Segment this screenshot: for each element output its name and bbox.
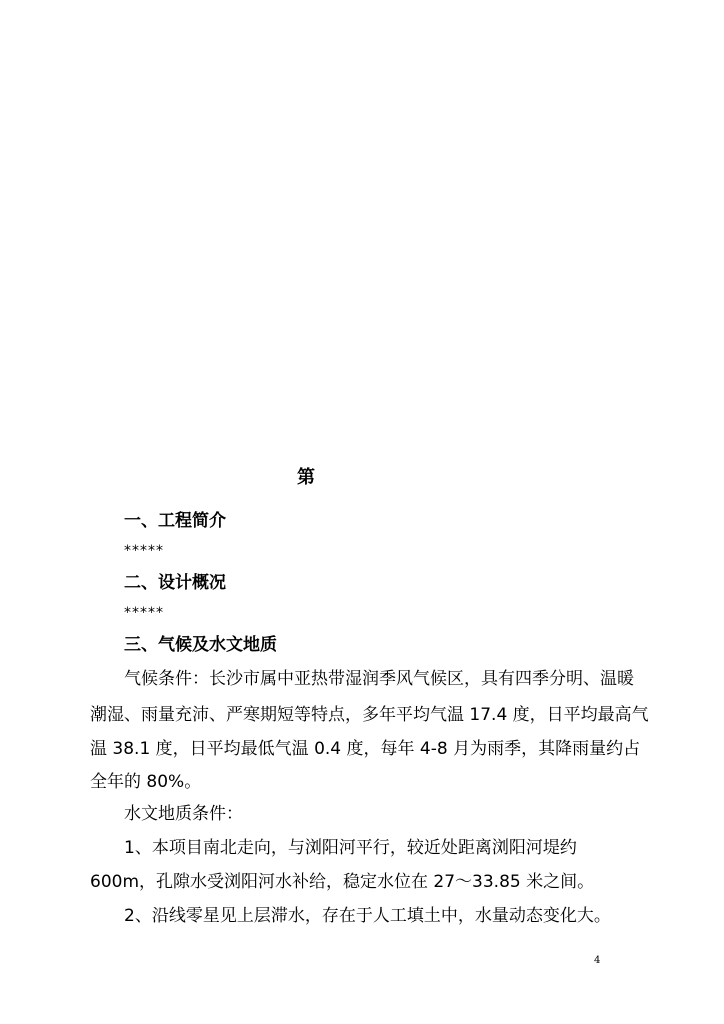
section-heading-project-intro: 一、工程简介 xyxy=(124,511,226,531)
hydrogeology-item-line: 600m，孔隙水受浏阳河水补给，稳定水位在 27～33.85 米之间。 xyxy=(90,872,595,892)
climate-paragraph-line: 全年的 80%。 xyxy=(90,772,202,792)
page-number: 4 xyxy=(594,955,601,966)
section-heading-climate-hydrology: 三、气候及水文地质 xyxy=(124,635,277,655)
section-content-project-intro: ***** xyxy=(124,543,164,559)
section-heading-design-overview: 二、设计概况 xyxy=(124,573,226,593)
climate-paragraph-line: 气候条件：长沙市属中亚热带湿润季风气候区，具有四季分明、温暖 xyxy=(124,669,634,689)
hydrogeology-item-line: 2、沿线零星见上层滞水，存在于人工填土中，水量动态变化大。 xyxy=(124,906,611,926)
section-content-design-overview: ***** xyxy=(124,605,164,621)
chapter-title: 第 xyxy=(297,467,315,488)
climate-paragraph-line: 潮湿、雨量充沛、严寒期短等特点，多年平均气温 17.4 度，日平均最高气 xyxy=(90,705,649,725)
climate-paragraph-line: 温 38.1 度，日平均最低气温 0.4 度，每年 4-8 月为雨季，其降雨量约占 xyxy=(90,739,641,759)
hydrogeology-title: 水文地质条件： xyxy=(124,804,243,824)
hydrogeology-item-line: 1、本项目南北走向，与浏阳河平行，较近处距离浏阳河堤约 xyxy=(124,838,577,858)
